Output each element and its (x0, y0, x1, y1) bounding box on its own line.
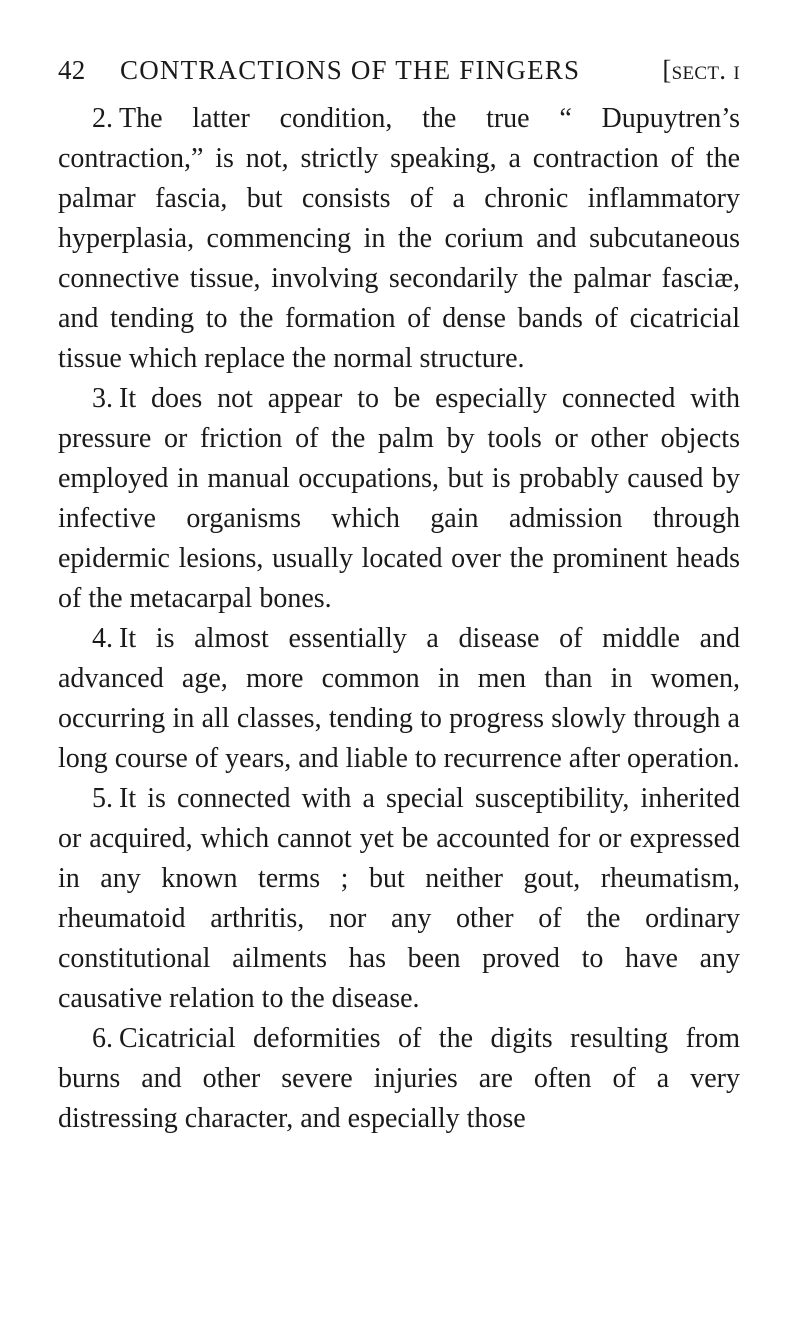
paragraph-number: 3. (92, 383, 113, 414)
page-number: 42 (58, 55, 86, 85)
paragraph-4 (58, 619, 740, 779)
paragraph-number: 6. (92, 1023, 113, 1054)
paragraph-text: It is connected with a special susceptibility, inherited or acquired, which cannot yet be accounted for or expressed in any known terms ; but neither gout, rheumatism, rheumatoid arthritis, nor any other of the ordinary constitutional ailments has been proved to have any causative relation to the disease. (58, 783, 740, 1014)
paragraph-number: 2. (92, 103, 113, 134)
paragraph-2 (58, 99, 740, 379)
paragraph-text: It is almost essentially a disease of middle and advanced age, more common in men than in women, occurring in all classes, tending to progress slowly through a long course of years, and liable to recurrence after operation. (58, 623, 740, 774)
paragraph-number: 5. (92, 783, 113, 814)
paragraph-text: It does not appear to be especially connected with pressure or friction of the palm by tools or other objects employed in manual occupations, but is probably caused by infective organisms which gain admission through epidermic lesions, usually located over the prominent heads of the metacarpal bones. (58, 383, 740, 614)
running-title: CONTRACTIONS OF THE FINGERS (120, 55, 581, 85)
paragraph-3 (58, 379, 740, 619)
running-section (662, 55, 740, 86)
paragraph-number: 4. (92, 623, 113, 654)
running-head (58, 55, 740, 99)
paragraph-5 (58, 779, 740, 1019)
section-label: sect. i (671, 55, 740, 85)
paragraph-text: Cicatricial deformities of the digits resulting from burns and other severe injuries are often of a very distressing character, and especially those (58, 1023, 740, 1134)
section-bracket: [ (662, 55, 672, 85)
paragraph-text: The latter condition, the true “ Dupuytren’s contraction,” is not, strictly speaking, a contraction of the palmar fascia, but consists of a chronic inflammatory hyperplasia, commencing in the corium and subcutaneous connective tissue, involving secondarily the palmar fasciæ, and tending to the formation of dense bands of cicatricial tissue which replace the normal structure. (58, 103, 740, 374)
paragraph-6 (58, 1019, 740, 1139)
body-text (58, 99, 740, 1139)
